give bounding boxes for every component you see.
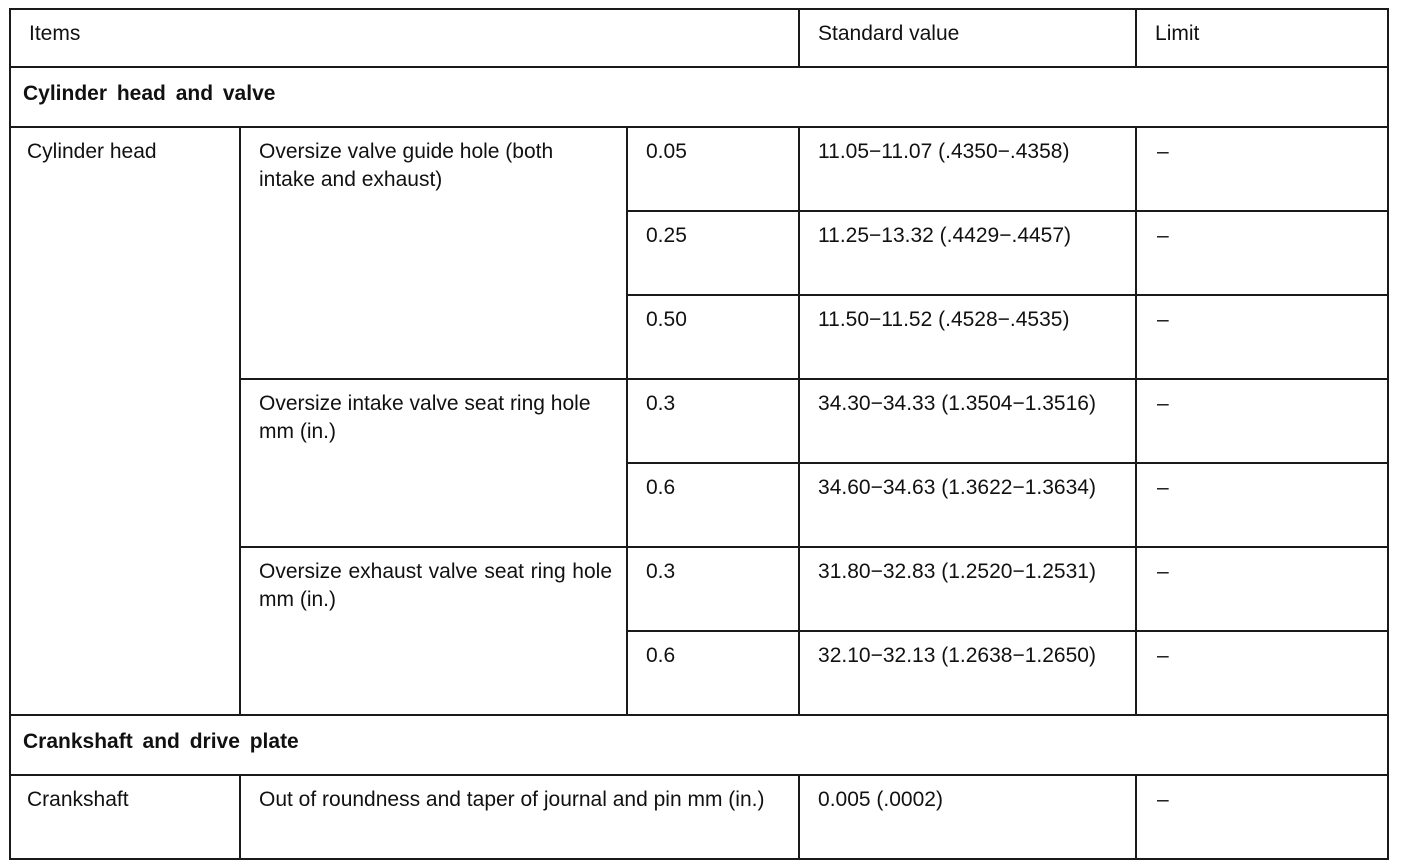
oversize-value: 0.3 [627,547,799,631]
standard-value: 31.80−32.83 (1.2520−1.2531) [799,547,1136,631]
table-row [10,775,1388,859]
item-description: Oversize exhaust valve seat ring hole mm (in.) [240,547,627,715]
limit-value: – [1136,127,1388,211]
oversize-value: 0.6 [627,631,799,715]
oversize-value: 0.05 [627,127,799,211]
standard-value: 32.10−32.13 (1.2638−1.2650) [799,631,1136,715]
section-title: Cylinder head and valve [10,67,1388,127]
limit-value: – [1136,295,1388,379]
header-limit: Limit [1136,9,1388,67]
standard-value: 0.005 (.0002) [799,775,1136,859]
section-row [10,715,1388,775]
limit-value: – [1136,211,1388,295]
oversize-value: 0.6 [627,463,799,547]
limit-value: – [1136,463,1388,547]
limit-value: – [1136,631,1388,715]
item-description: Oversize valve guide hole (both intake and exhaust) [240,127,627,379]
header-items: Items [10,9,799,67]
limit-value: – [1136,547,1388,631]
section-title: Crankshaft and drive plate [10,715,1388,775]
item-name: Cylinder head [10,127,240,715]
header-row [10,9,1388,67]
service-spec-table [9,8,1389,860]
standard-value: 11.05−11.07 (.4350−.4358) [799,127,1136,211]
standard-value: 11.25−13.32 (.4429−.4457) [799,211,1136,295]
standard-value: 11.50−11.52 (.4528−.4535) [799,295,1136,379]
section-row [10,67,1388,127]
limit-value: – [1136,379,1388,463]
item-name: Crankshaft [10,775,240,859]
oversize-value: 0.50 [627,295,799,379]
header-standard-value: Standard value [799,9,1136,67]
item-description: Out of roundness and taper of journal and pin mm (in.) [240,775,799,859]
item-description: Oversize intake valve seat ring hole mm (in.) [240,379,627,547]
standard-value: 34.30−34.33 (1.3504−1.3516) [799,379,1136,463]
oversize-value: 0.25 [627,211,799,295]
oversize-value: 0.3 [627,379,799,463]
standard-value: 34.60−34.63 (1.3622−1.3634) [799,463,1136,547]
limit-value: – [1136,775,1388,859]
table-row [10,127,1388,211]
